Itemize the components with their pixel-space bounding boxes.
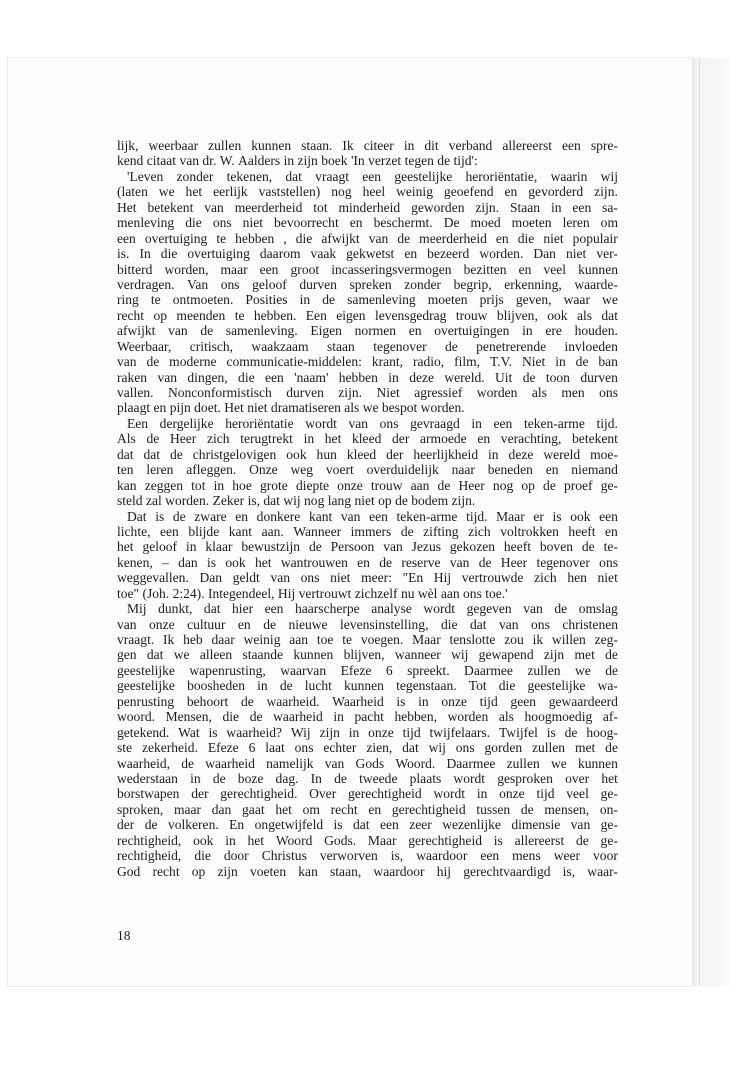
page-edge-line [699, 58, 700, 986]
text-line: wederstaan in de boze dag. In de tweede plaats wordt gesproken over het [117, 770, 618, 786]
text-line: sproken, maar dan gaat het om recht en gerechtigheid tussen de mensen, on- [117, 801, 618, 817]
page-number: 18 [117, 928, 131, 943]
page-edge-shadow [692, 58, 730, 986]
text-line: getekend. Wat is waarheid? Wij zijn in onze tijd twijfelaars. Twijfel is de hoog- [117, 724, 618, 740]
text-line: bitterd worden, maar een groot incasseringsvermogen bezitten en veel kunnen [117, 261, 618, 277]
text-line: lichte, een blijde kant aan. Wanneer immers de zifting zich voltrokken heeft en [117, 523, 618, 539]
text-line: verdragen. Van ons geloof durven spreken zonder begrip, erkenning, waarde- [117, 276, 618, 292]
text-line: penrusting behoort de waarheid. Waarheid is in onze tijd geen gewaardeerd [117, 693, 618, 709]
text-line: rechtigheid, die door Christus verworven is, waardoor een mens weer voor [117, 848, 618, 864]
text-line: dat dat de christgelovigen ook hun kleed der heerlijkheid in deze wereld moe- [117, 446, 618, 462]
text-line: steld zal worden. Zeker is, dat wij nog lang niet op de bodem zijn. [117, 493, 476, 509]
text-line: raken van dingen, die een 'naam' hebben in deze wereld. Uit de toon durven [117, 369, 618, 385]
text-line: het geloof in klaar bewustzijn de Persoon van Jezus gekozen heeft boven de te- [117, 539, 618, 555]
text-line: (laten we het eerlijk vaststellen) nog heel weinig geoefend en gevorderd zijn. [117, 184, 618, 200]
text-line: gen dat we alleen staande kunnen blijven, wanneer wij gewapend zijn met de [117, 647, 618, 663]
text-line: ste zekerheid. Efeze 6 laat ons echter zien, dat wij ons gorden zullen met de [117, 740, 618, 756]
text-line: plaagt en pijn doet. Het niet dramatiseren als we bespot worden. [117, 400, 465, 416]
text-line: lijk, weerbaar zullen kunnen staan. Ik citeer in dit verband allereerst een spre- [117, 138, 618, 153]
text-line: is. In die overtuiging daarom vaak gekwetst en bezeerd worden. Dan niet ver- [117, 246, 618, 262]
text-line: een overtuiging te hebben , die afwijkt van de meerderheid en die niet populair [117, 230, 618, 246]
text-line: waarheid, de waarheid namelijk van Gods Woord. Daarmee zullen we kunnen [117, 755, 618, 771]
text-line: der de volkeren. En ongetwijfeld is dat een zeer wezenlijke dimensie van ge- [117, 817, 618, 833]
text-line: van onze cultuur en de nieuwe levensinstelling, die dat van ons christenen [117, 616, 618, 632]
text-line: kend citaat van dr. W. Aalders in zijn boek 'In verzet tegen de tijd': [117, 153, 478, 169]
text-line: Een dergelijke heroriëntatie wordt van ons gevraagd in een teken-arme tijd. [127, 415, 618, 431]
text-line: Als de Heer zich terugtrekt in het kleed der armoede en verachting, betekent [117, 431, 618, 447]
text-line: borstwapen der gerechtigheid. Over gerechtigheid wordt in onze tijd veel ge- [117, 786, 618, 802]
text-line: menleving die ons niet bevoorrecht en beschermt. De moed moeten leren om [117, 215, 618, 231]
text-line: geestelijke boosheden in de lucht kunnen tegenstaan. Tot die geestelijke wa- [117, 678, 618, 694]
text-line: rechtigheid, ook in het Woord Gods. Maar gerechtigheid is allereerst de ge- [117, 832, 618, 848]
text-line: geestelijke wapenrusting, waarvan Efeze 6 spreekt. Daarmee zullen we de [117, 662, 618, 678]
body-text [117, 138, 618, 879]
text-line: Weerbaar, critisch, waakzaam staan tegenover de penetrerende invloeden [117, 338, 618, 354]
text-line: toe" (Joh. 2:24). Integendeel, Hij vertrouwt zichzelf nu wèl aan ons toe.' [117, 585, 508, 601]
text-line: God recht op zijn voeten kan staan, waardoor hij gerechtvaardigd is, waar- [117, 863, 618, 879]
text-line: kenen, – dan is ook het wantrouwen en de reserve van de Heer tegenover ons [117, 554, 618, 570]
text-line: weggevallen. Dan geldt van ons niet meer: "En Hij vertrouwde zich hen niet [117, 570, 618, 586]
text-line: kan zeggen tot in hoe grote diepte onze trouw aan de Heer nog op de proef ge- [117, 477, 618, 493]
text-line: woord. Mensen, die de waarheid in pacht hebben, worden als hoogmoedig af- [117, 709, 618, 725]
text-line: recht op meenden te hebben. Een eigen levensgedrag trouw blijven, ook als dat [117, 307, 618, 323]
text-line: Dat is de zware en donkere kant van een teken-arme tijd. Maar er is ook een [127, 508, 618, 524]
text-line: van de moderne communicatie-middelen: krant, radio, film, T.V. Niet in de ban [117, 354, 618, 370]
text-line: ten leren afleggen. Onze weg voert overduidelijk naar beneden en niemand [117, 462, 618, 478]
text-line: afwijkt van de samenleving. Eigen normen en overtuigingen in ere houden. [117, 323, 618, 339]
text-line: 'Leven zonder tekenen, dat vraagt een geestelijke heroriëntatie, waarin wij [127, 168, 618, 184]
text-line: Het betekent van meerderheid tot minderheid geworden zijn. Staan in een sa- [117, 199, 618, 215]
text-line: Mij dunkt, dat hier een haarscherpe analyse wordt gegeven van de omslag [127, 601, 618, 617]
text-line: vallen. Nonconformistisch durven zijn. Niet agressief worden als men ons [117, 385, 618, 400]
text-line: vraagt. Ik heb daar weinig aan toe te voegen. Maar tenslotte zou ik willen zeg- [117, 632, 618, 647]
text-line: ring te ontmoeten. Posities in de samenleving moeten prijs geven, waar we [117, 292, 618, 308]
